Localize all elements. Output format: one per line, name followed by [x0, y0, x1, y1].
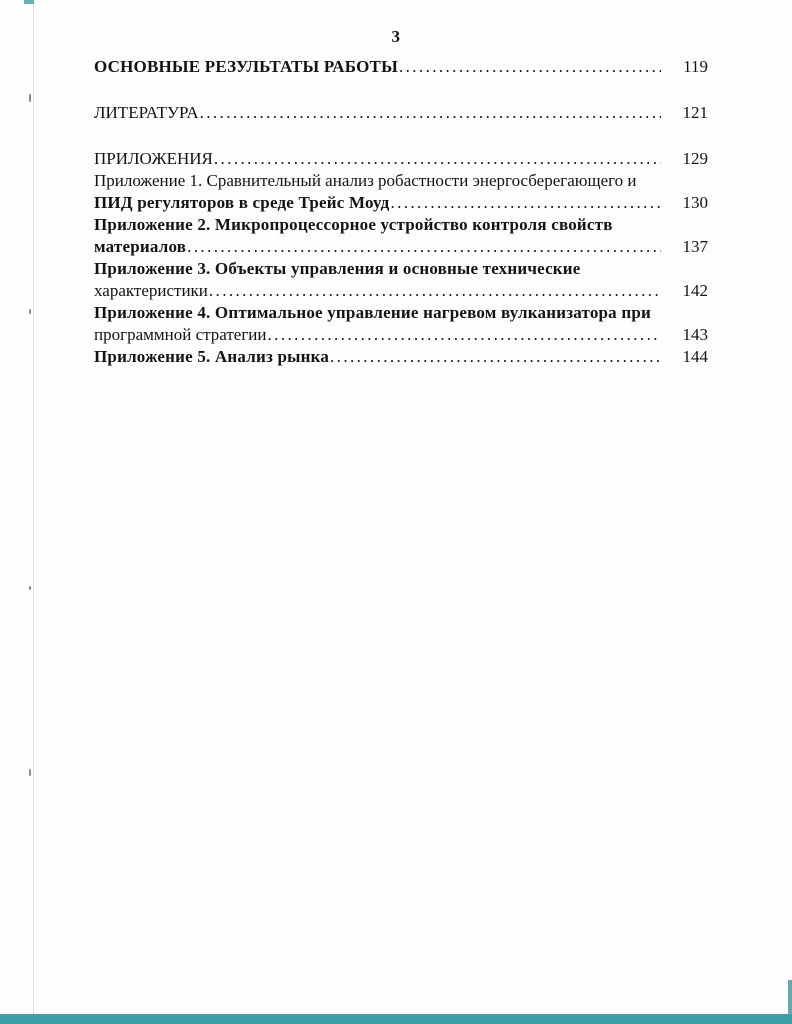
- toc-entry: [94, 302, 708, 346]
- toc-line-text: ОСНОВНЫЕ РЕЗУЛЬТАТЫ РАБОТЫ: [94, 57, 398, 76]
- dot-leader: [390, 192, 661, 214]
- toc-page-number: 144: [682, 347, 708, 366]
- toc-line-text: ПИД регуляторов в среде Трейс Моуд: [94, 193, 390, 212]
- toc-entry: [94, 170, 708, 214]
- scan-bottom-bar: [0, 1014, 792, 1024]
- toc-line-text: материалов: [94, 237, 187, 256]
- toc-line: [94, 236, 708, 258]
- toc-page-number: 121: [682, 103, 708, 122]
- toc-line-text: Приложение 1. Сравнительный анализ робастности энергосберегающего и: [94, 171, 637, 190]
- scan-speck: [29, 94, 31, 102]
- toc-line-text: Приложение 2. Микропроцессорное устройство контроля свойств: [94, 215, 613, 234]
- toc-page-number: 130: [682, 193, 708, 212]
- dot-leader: [209, 280, 661, 302]
- scan-speck: [29, 769, 31, 776]
- toc-line-text: ПРИЛОЖЕНИЯ: [94, 149, 213, 168]
- dot-leader: [399, 56, 661, 78]
- toc-line: [94, 324, 708, 346]
- toc-line: [94, 102, 708, 124]
- toc-page-number: 143: [682, 325, 708, 344]
- toc-entry: [94, 214, 708, 258]
- toc-line-text: характеристики: [94, 281, 208, 300]
- toc-page-number: 129: [682, 149, 708, 168]
- toc-line-text: Приложение 5. Анализ рынка: [94, 347, 330, 366]
- toc-entry: [94, 148, 708, 170]
- toc-line-text: ЛИТЕРАТУРА: [94, 103, 199, 122]
- toc-line: [94, 280, 708, 302]
- toc-page-number: 142: [682, 281, 708, 300]
- toc-entry: [94, 102, 708, 124]
- toc-page-number: 137: [682, 237, 708, 256]
- toc-line: [94, 192, 708, 214]
- toc-line: [94, 258, 708, 280]
- toc-line: [94, 346, 708, 368]
- page-number: 3: [391, 27, 401, 46]
- toc-entry: [94, 56, 708, 78]
- toc-page-number: 119: [683, 57, 708, 76]
- toc-line: [94, 56, 708, 78]
- toc-line-text: Приложение 3. Объекты управления и основные технические: [94, 259, 581, 278]
- dot-leader: [200, 102, 661, 124]
- toc-line-text: Приложение 4. Оптимальное управление нагревом вулканизатора при: [94, 303, 651, 322]
- toc-line: [94, 302, 708, 324]
- dot-leader: [214, 148, 661, 170]
- scan-edge-artifact: [788, 980, 792, 1016]
- toc-line-text: программной стратегии: [94, 325, 267, 344]
- toc-line: [94, 148, 708, 170]
- table-of-contents: [94, 56, 708, 368]
- toc-line: [94, 214, 708, 236]
- dot-leader: [187, 236, 661, 258]
- dot-leader: [268, 324, 661, 346]
- toc-entry: [94, 258, 708, 302]
- scan-corner-artifact: [24, 0, 34, 4]
- toc-line: [94, 170, 708, 192]
- toc-entry: [94, 346, 708, 368]
- scan-speck: [29, 309, 31, 314]
- scan-edge-line: [33, 0, 34, 1014]
- scan-speck: [29, 586, 31, 590]
- dot-leader: [330, 346, 661, 368]
